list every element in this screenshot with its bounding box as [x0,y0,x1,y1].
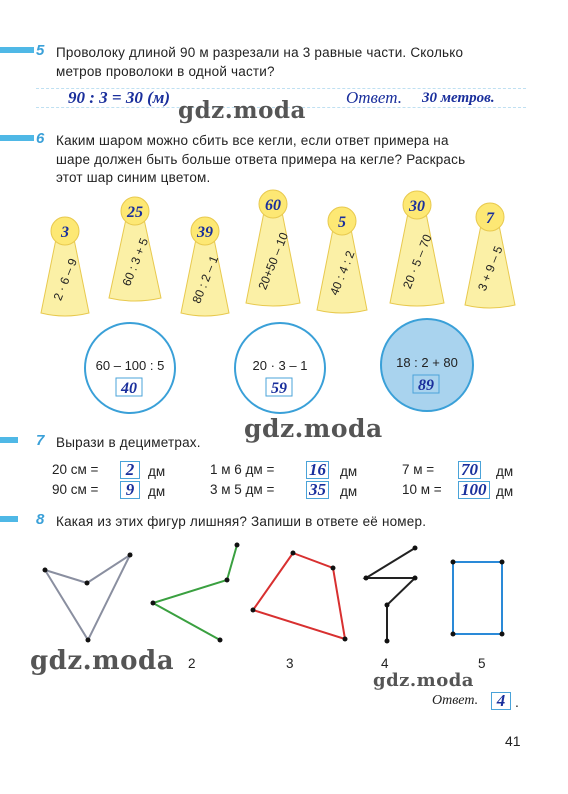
pin-6 [390,191,444,306]
task-5-answer: 30 метров. [422,90,495,106]
pin-4 [246,190,300,306]
conversion-answer: 70 [458,461,481,479]
pin-answer: 30 [409,198,425,215]
task-6-text-line3: этот шар синим цветом. [56,170,211,185]
task-bar [0,135,34,141]
figure-label-2: 2 [188,656,196,671]
figure-2 [153,545,237,640]
figures [0,530,568,660]
task-bar [0,437,18,443]
pin-answer: 5 [338,214,346,231]
conversion-unit: дм [148,464,166,479]
task-5-solution: 90 : 3 = 30 (м) [68,88,171,107]
conversion-left: 20 см = [52,462,99,477]
task-8-answer: 4 [491,692,511,710]
figure-1 [45,555,130,640]
figure-label-5: 5 [478,656,486,671]
watermark: gdz.moda [178,97,306,124]
figure-label-4: 4 [381,656,389,671]
conversion-answer: 16 [306,461,329,479]
conversion-unit: дм [148,484,166,499]
pins-and-balls [0,180,568,420]
task-8-answer-label: Ответ. [432,693,479,708]
task-8-answer-period: . [515,694,519,710]
task-8-title: Какая из этих фигур лишняя? Запиши в ответе её номер. [56,514,427,529]
task-5-text-line1: Проволоку длиной 90 м разрезали на 3 равные части. Сколько [56,45,464,60]
pin-answer: 7 [486,210,494,227]
task-6-text-line1: Каким шаром можно сбить все кегли, если ответ примера на [56,133,449,148]
figure-3 [253,553,345,639]
pin-expression: 40 : 4 : 2 [327,248,358,298]
conversion-answer: 2 [120,461,140,479]
pin-expression: 3 + 9 – 5 [474,244,506,293]
ball-1 [85,323,175,413]
conversion-unit: дм [340,484,358,499]
conversion-unit: дм [340,464,358,479]
conversion-unit: дм [496,484,514,499]
ball-3 [381,319,473,411]
pin-7 [465,203,515,308]
pin-expression: 2 · 6 – 9 [50,256,81,303]
figure-5 [453,562,502,634]
conversion-answer: 100 [458,481,490,499]
task-5-number: 5 [36,42,45,59]
pin-expression: 80 : 2 – 1 [189,253,222,306]
pin-2 [109,197,161,301]
conversion-unit: дм [496,464,514,479]
ball-expression: 18 : 2 + 80 [396,355,458,370]
conversion-left: 10 м = [402,482,442,497]
watermark: gdz.moda [244,414,383,443]
pin-expression: 60 : 3 + 5 [119,236,152,288]
task-5-text-line2: метров проволоки в одной части? [56,64,275,79]
ball-expression: 20 · 3 – 1 [252,358,308,373]
pin-expression: 20+50 – 10 [255,230,292,292]
figure-label-3: 3 [286,656,294,671]
conversion-left: 3 м 5 дм = [210,482,275,497]
task-bar [0,516,18,522]
task-5-answer-label: Ответ. [346,88,402,107]
watermark: gdz.moda [30,646,175,676]
pin-answer: 39 [197,224,213,241]
task-bar [0,47,34,53]
task-7-number: 7 [36,432,45,449]
conversion-left: 90 см = [52,482,99,497]
task-8-number: 8 [36,511,45,528]
task-6-number: 6 [36,130,45,147]
ball-answer: 89 [418,377,434,394]
pin-3 [181,217,229,316]
ball-answer: 59 [271,380,287,397]
ball-expression: 60 – 100 : 5 [95,358,165,373]
conversion-answer: 9 [120,481,140,499]
conversion-answer: 35 [306,481,329,499]
figure-4 [366,548,415,641]
ball-2 [235,323,325,413]
task-7-title: Вырази в дециметрах. [56,435,201,450]
task-6-text-line2: шаре должен быть больше ответа примера на кегле? Раскрась [56,152,466,167]
pin-1 [41,217,89,316]
page-number: 41 [505,733,521,749]
ball-answer: 40 [121,380,137,397]
pin-answer: 25 [127,204,143,221]
pin-answer: 60 [265,197,281,214]
pin-expression: 20 · 5 – 70 [400,232,435,291]
pin-5 [317,207,367,313]
conversion-left: 1 м 6 дм = [210,462,275,477]
watermark: gdz.moda [373,670,474,691]
pin-answer: 3 [61,224,69,241]
conversion-left: 7 м = [402,462,435,477]
